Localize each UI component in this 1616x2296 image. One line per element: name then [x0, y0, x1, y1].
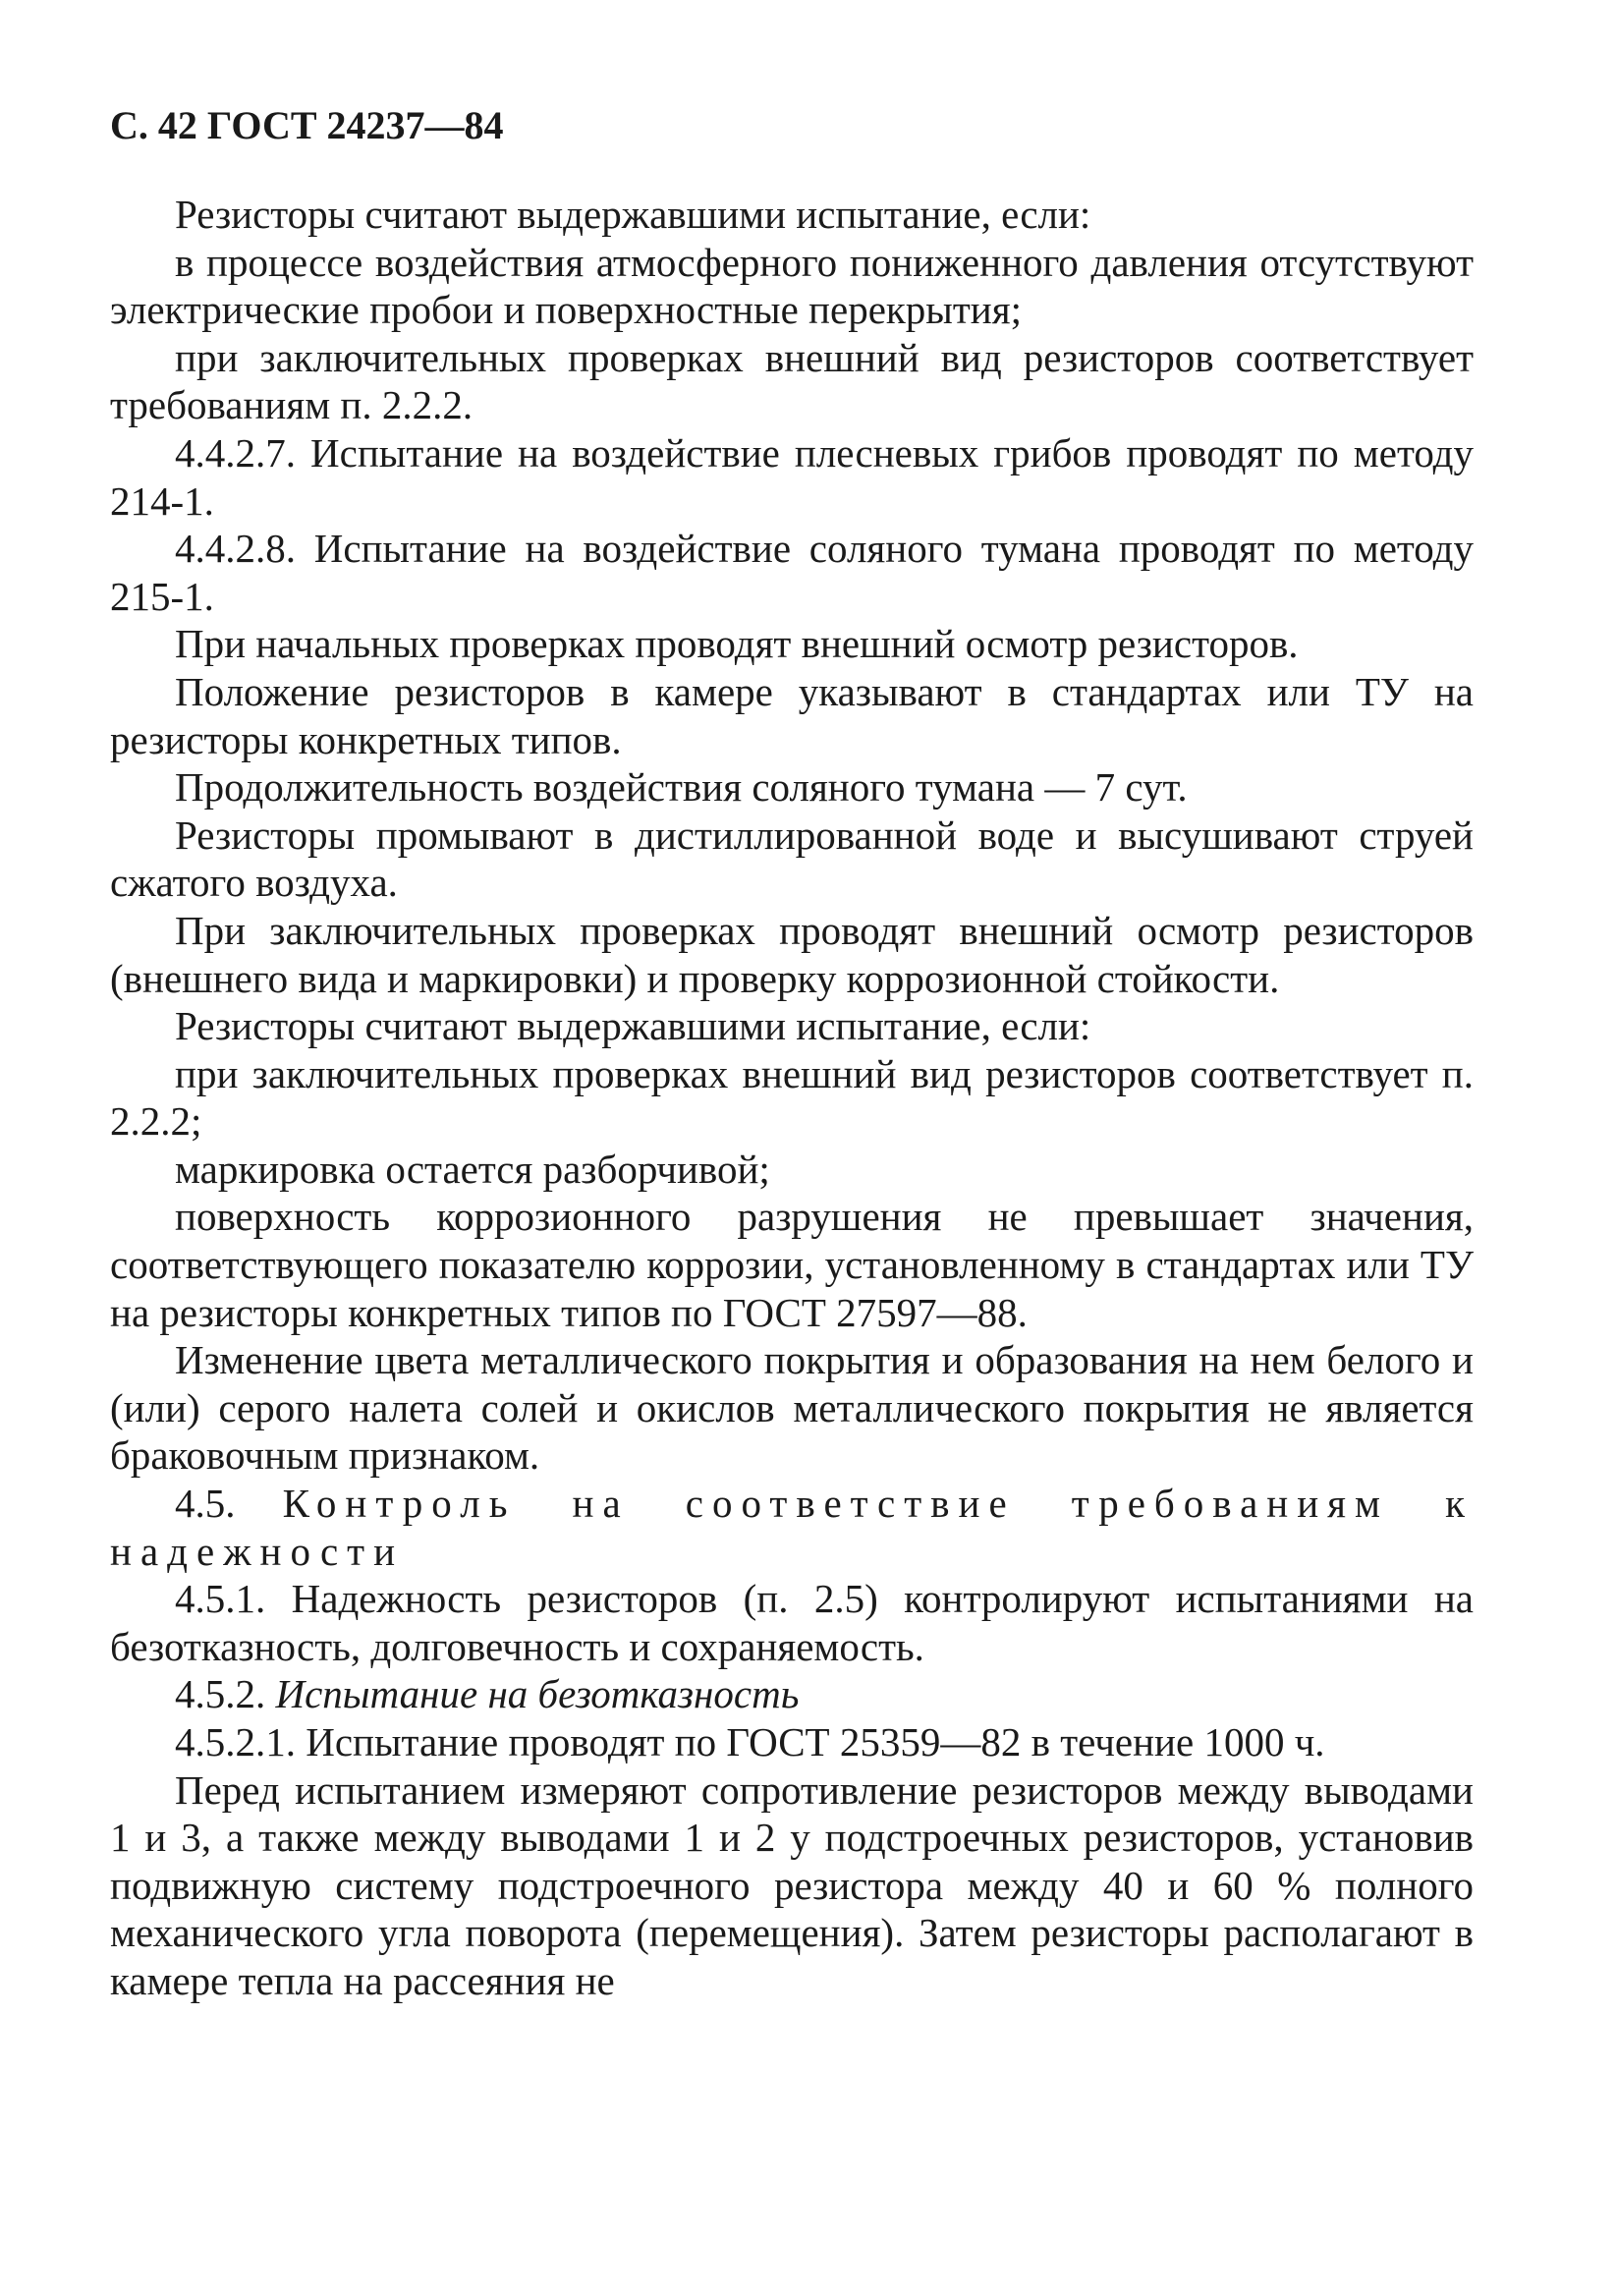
- paragraph: Перед испытанием измеряют сопротивление резисторов между выводами 1 и 3, а также между выводами 1 и 2 у подстроечных резисторов, установив подвижную систему подстроечного резистора между 40 и 60 % полного механического угла поворота (перемещения). Затем резисторы располагают в камере тепла на рассеяния не: [110, 1766, 1474, 2003]
- paragraph: 4.4.2.8. Испытание на воздействие соляного тумана проводят по методу 215-1.: [110, 526, 1474, 619]
- paragraph: 4.5.1. Надежность резисторов (п. 2.5) контролируют испытаниями на безотказность, долговечность и сохраняемость.: [110, 1576, 1474, 1669]
- paragraph: маркировка остается разборчивой;: [175, 1146, 770, 1192]
- paragraph: Положение резисторов в камере указывают в стандартах или ТУ на резисторы конкретных типов.: [110, 668, 1474, 762]
- paragraph: при заключительных проверках внешний вид резисторов соответствует п. 2.2.2;: [110, 1050, 1474, 1145]
- paragraph: Изменение цвета металлического покрытия и образования на нем белого и (или) серого налета солей и окислов металлического покрытия не является браковочным признаком.: [110, 1337, 1474, 1479]
- paragraph: Резисторы считают выдержавшими испытание, если:: [175, 192, 1091, 237]
- body-text: [110, 191, 1474, 2005]
- paragraph: при заключительных проверках внешний вид резисторов соответствует требованиям п. 2.2.2.: [110, 334, 1474, 428]
- paragraph: в процессе воздействия атмосферного пониженного давления отсутствуют электрические пробои и поверхностные перекрытия;: [110, 239, 1474, 333]
- paragraph: поверхность коррозионного разрушения не превышает значения, соответствующего показателю коррозии, установленному в стандартах или ТУ на резисторы конкретных типов по ГОСТ 27597—88.: [110, 1194, 1474, 1335]
- section-heading-4-5-2: [110, 1670, 1474, 1718]
- paragraph: При начальных проверках проводят внешний осмотр резисторов.: [175, 621, 1299, 667]
- page-header: С. 42 ГОСТ 24237—84: [110, 103, 504, 147]
- paragraph: Продолжительность воздействия соляного тумана — 7 сут.: [175, 764, 1188, 811]
- section-number: 4.5.2.: [175, 1671, 266, 1717]
- paragraph: Резисторы промывают в дистиллированной воде и высушивают струей сжатого воздуха.: [110, 812, 1474, 906]
- section-title: Контроль на соответствие требованиям к надежности: [110, 1481, 1474, 1574]
- section-heading-4-5: [110, 1480, 1474, 1575]
- paragraph: 4.5.2.1. Испытание проводят по ГОСТ 25359—82 в течение 1000 ч.: [175, 1719, 1325, 1764]
- document-page: [110, 102, 1474, 2005]
- paragraph: При заключительных проверках проводят внешний осмотр резисторов (внешнего вида и маркировки) и проверку коррозионной стойкости.: [110, 907, 1474, 1001]
- section-title: Испытание на безотказность: [275, 1671, 800, 1717]
- paragraph: 4.4.2.7. Испытание на воздействие плесневых грибов проводят по методу 214-1.: [110, 429, 1474, 524]
- section-number: 4.5.: [175, 1481, 236, 1527]
- paragraph: Резисторы считают выдержавшими испытание, если:: [175, 1003, 1091, 1049]
